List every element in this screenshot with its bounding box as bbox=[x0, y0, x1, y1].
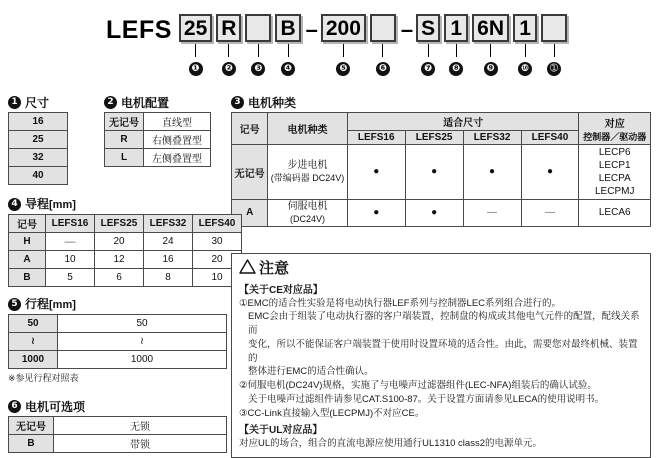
caution-title-row bbox=[239, 259, 643, 279]
section-motor-mount bbox=[104, 96, 211, 167]
model-code-slot bbox=[245, 14, 271, 76]
warning-triangle-icon bbox=[239, 259, 256, 279]
header-size: LEFS16 bbox=[347, 131, 405, 145]
motor-type-line1: 伺服电机 bbox=[287, 201, 328, 212]
motor-mount-table bbox=[104, 112, 211, 167]
model-code-number-badge: ❶ bbox=[189, 62, 203, 76]
section-motor-mount-heading bbox=[104, 96, 211, 109]
header-mark: 记号 bbox=[232, 113, 268, 145]
lead-value: — bbox=[46, 233, 95, 251]
lead-value: 16 bbox=[144, 251, 193, 269]
model-code-number-badge: ❹ bbox=[281, 62, 295, 76]
lead-table bbox=[8, 214, 242, 287]
table-header-row bbox=[9, 215, 242, 233]
controller-list bbox=[579, 145, 651, 200]
table-row bbox=[9, 315, 227, 333]
caution-paragraph-1: ①EMC的适合性实验是将电动执行器LEF系列与控制器LEC系列组合进行的。 bbox=[239, 297, 562, 309]
motor-type-line1: 步进电机 bbox=[287, 160, 328, 172]
model-code-slot bbox=[370, 14, 396, 76]
availability-dot-icon: ● bbox=[347, 145, 405, 200]
lead-mark: A bbox=[9, 251, 46, 269]
model-code-box[interactable]: B bbox=[275, 14, 300, 42]
table-row bbox=[232, 200, 651, 227]
stroke-footnote: ※参见行程对照表 bbox=[8, 373, 79, 383]
caution-ul-heading: 【关于UL对应品】 bbox=[239, 425, 323, 437]
size-table bbox=[8, 112, 68, 185]
model-code-number-badge: ❻ bbox=[376, 62, 390, 76]
header-size: LEFS25 bbox=[405, 131, 463, 145]
lead-value: 20 bbox=[193, 251, 242, 269]
table-header-row bbox=[232, 113, 651, 131]
motor-type-name bbox=[268, 145, 347, 200]
model-code-leader-line bbox=[288, 44, 289, 57]
model-code-number-badge: ➀ bbox=[547, 62, 561, 76]
model-code-leader-line bbox=[490, 44, 491, 57]
section-motor-option bbox=[8, 400, 227, 453]
motor-type-table bbox=[231, 112, 651, 227]
model-code-leader-line bbox=[456, 44, 457, 57]
model-code-leader-line bbox=[525, 44, 526, 57]
option-mark: 无记号 bbox=[9, 417, 54, 435]
header-controller bbox=[579, 113, 651, 145]
model-code-separator: – bbox=[400, 17, 414, 42]
model-code-number-wrap bbox=[518, 58, 532, 76]
caution-title: 注意 bbox=[259, 259, 290, 277]
availability-dash-icon: — bbox=[521, 200, 579, 227]
lead-header-cell: LEFS16 bbox=[46, 215, 95, 233]
table-row bbox=[105, 131, 211, 149]
section-motor-type bbox=[231, 96, 651, 227]
model-code-leader-line bbox=[343, 44, 344, 57]
section-motor-option-title: 电机可选项 bbox=[25, 399, 86, 414]
model-code-leader-line bbox=[554, 44, 555, 57]
table-row bbox=[9, 435, 227, 453]
caution-paragraph-4: 对应UL的场合，组合的直流电源应使用通行UL1310 class2的电源单元。 bbox=[239, 438, 542, 450]
controller-name: LECP6 bbox=[598, 147, 631, 158]
section-lead-heading bbox=[8, 198, 242, 211]
model-code-slot bbox=[541, 14, 567, 76]
model-code-slot bbox=[444, 14, 468, 76]
model-code-box[interactable]: S bbox=[416, 14, 440, 42]
model-code-box[interactable]: 25 bbox=[179, 14, 212, 42]
model-code-leader-line bbox=[428, 44, 429, 57]
lead-value: 30 bbox=[193, 233, 242, 251]
option-mark: B bbox=[9, 435, 54, 453]
section-size bbox=[8, 96, 68, 185]
header-motor-type: 电机种类 bbox=[268, 113, 347, 145]
section-size-title: 尺寸 bbox=[25, 95, 50, 110]
table-row bbox=[9, 417, 227, 435]
model-code-number-badge: ❿ bbox=[518, 62, 532, 76]
motor-type-name bbox=[268, 200, 347, 227]
lead-header-cell: LEFS40 bbox=[193, 215, 242, 233]
controller-name: LECPMJ bbox=[594, 186, 635, 197]
section-number-badge: 3 bbox=[231, 96, 244, 109]
stroke-table bbox=[8, 314, 227, 369]
availability-dot-icon: ● bbox=[347, 200, 405, 227]
size-value: 32 bbox=[9, 149, 68, 167]
section-motor-type-title: 电机种类 bbox=[248, 95, 297, 110]
lead-value: 6 bbox=[95, 269, 144, 287]
model-code-box[interactable]: R bbox=[216, 14, 241, 42]
model-code-box[interactable]: 6N bbox=[472, 14, 509, 42]
section-stroke-heading bbox=[8, 298, 227, 311]
model-code-number-wrap bbox=[376, 58, 390, 76]
model-code-box[interactable] bbox=[541, 14, 567, 42]
lead-value: 5 bbox=[46, 269, 95, 287]
model-code-number-badge: ❺ bbox=[336, 62, 350, 76]
model-code-slot bbox=[275, 14, 300, 76]
model-code-box[interactable]: 1 bbox=[444, 14, 468, 42]
model-code-box[interactable]: 1 bbox=[513, 14, 537, 42]
mount-mark: 无记号 bbox=[105, 113, 144, 131]
availability-dot-icon: ● bbox=[521, 145, 579, 200]
caution-paragraph-1b: EMC会由于组装了电动执行器的客户端装置，控制盘的构成或其他电气元件的配置，配线关系而 bbox=[248, 311, 640, 337]
lead-header-cell: LEFS25 bbox=[95, 215, 144, 233]
section-size-heading bbox=[8, 96, 68, 109]
section-motor-mount-title: 电机配置 bbox=[121, 95, 170, 110]
model-code-slot bbox=[472, 14, 509, 76]
model-code-number-wrap bbox=[547, 58, 561, 76]
model-code-leader-line bbox=[258, 44, 259, 57]
table-row bbox=[9, 333, 227, 351]
model-code-number-wrap bbox=[189, 58, 203, 76]
section-lead-title: 导程[mm] bbox=[25, 197, 76, 211]
header-controller-line1: 对应 bbox=[604, 118, 625, 130]
caution-ce-heading: 【关于CE对应品】 bbox=[239, 284, 323, 296]
model-code-slot bbox=[179, 14, 212, 76]
table-row bbox=[9, 167, 68, 185]
lead-header-cell: 记号 bbox=[9, 215, 46, 233]
model-code-number-wrap bbox=[281, 58, 295, 76]
table-row bbox=[9, 131, 68, 149]
lead-mark: B bbox=[9, 269, 46, 287]
mount-desc: 左侧叠置型 bbox=[144, 149, 211, 167]
section-number-badge: 5 bbox=[8, 298, 21, 311]
mount-mark: L bbox=[105, 149, 144, 167]
model-code-number-wrap bbox=[222, 58, 236, 76]
controller-name: LECP1 bbox=[598, 160, 631, 171]
mount-desc: 右侧叠置型 bbox=[144, 131, 211, 149]
model-code-separator: – bbox=[305, 17, 318, 42]
lead-value: 20 bbox=[95, 233, 144, 251]
caution-paragraph-3: ③CC-Link直接输入型(LECPMJ)不对应CE。 bbox=[239, 407, 425, 419]
size-value: 16 bbox=[9, 113, 68, 131]
mount-desc: 直线型 bbox=[144, 113, 211, 131]
motor-mark: 无记号 bbox=[232, 145, 268, 200]
table-row bbox=[232, 145, 651, 200]
model-code-row bbox=[106, 14, 571, 76]
caution-box bbox=[231, 253, 651, 458]
table-row bbox=[9, 251, 242, 269]
model-code-box[interactable] bbox=[370, 14, 396, 42]
lead-value: 24 bbox=[144, 233, 193, 251]
caution-paragraph-2b: 关于电噪声过滤组件请参见CAT.S100-87。关于设置方面请参见LECA的使用说明书。 bbox=[248, 393, 605, 405]
model-code-box[interactable] bbox=[245, 14, 271, 42]
caution-paragraph-1c: 变化，所以不能保证客户端装置于使用时设置环境的适合性。由此，需要您对最终机械、装置的 bbox=[248, 338, 638, 364]
model-code-slot bbox=[513, 14, 537, 76]
table-row bbox=[9, 113, 68, 131]
section-motor-option-heading bbox=[8, 400, 227, 413]
availability-dot-icon: ● bbox=[463, 145, 521, 200]
controller-name: LECA6 bbox=[598, 207, 631, 219]
stroke-mark: 50 bbox=[9, 315, 58, 333]
table-row bbox=[105, 113, 211, 131]
option-desc: 带锁 bbox=[54, 435, 227, 453]
model-code-number-wrap bbox=[336, 58, 350, 76]
motor-mark: A bbox=[232, 200, 268, 227]
lead-value: 10 bbox=[193, 269, 242, 287]
model-brand: LEFS bbox=[106, 16, 172, 44]
table-row bbox=[9, 351, 227, 369]
header-fit-size: 适合尺寸 bbox=[347, 113, 579, 131]
model-code-number-badge: ❸ bbox=[251, 62, 265, 76]
motor-type-line2: (带编码器 DC24V) bbox=[270, 172, 345, 183]
size-value: 40 bbox=[9, 167, 68, 185]
caution-paragraph-2: ②伺服电机(DC24V)规格，实施了与电噪声过滤器组件(LEC-NFA)组装后的确认试验。 bbox=[239, 380, 597, 392]
section-lead bbox=[8, 198, 242, 287]
option-desc: 无锁 bbox=[54, 417, 227, 435]
model-code-number-wrap bbox=[449, 58, 463, 76]
model-code-box[interactable]: 200 bbox=[321, 14, 366, 42]
header-size: LEFS32 bbox=[463, 131, 521, 145]
section-number-badge: 2 bbox=[104, 96, 117, 109]
header-controller-line2: 控制器／驱动器 bbox=[583, 131, 647, 142]
stroke-value: 50 bbox=[58, 315, 227, 333]
model-code-number-wrap bbox=[421, 58, 435, 76]
availability-dot-icon: ● bbox=[405, 145, 463, 200]
lead-mark: H bbox=[9, 233, 46, 251]
model-code-number-badge: ❷ bbox=[222, 62, 236, 76]
stroke-mark: 1000 bbox=[9, 351, 58, 369]
table-row bbox=[9, 149, 68, 167]
lead-header-cell: LEFS32 bbox=[144, 215, 193, 233]
model-code-number-badge: ❽ bbox=[449, 62, 463, 76]
model-code-number-badge: ❼ bbox=[421, 62, 435, 76]
size-value: 25 bbox=[9, 131, 68, 149]
model-code-slot bbox=[416, 14, 440, 76]
model-code-number-wrap bbox=[484, 58, 498, 76]
caution-paragraph-1d: 整体进行EMC的适合性确认。 bbox=[248, 366, 374, 378]
motor-type-line2: (DC24V) bbox=[290, 213, 326, 224]
motor-option-table bbox=[8, 416, 227, 453]
section-number-badge: 1 bbox=[8, 96, 21, 109]
controller-name: LECPA bbox=[598, 173, 631, 184]
lead-value: 10 bbox=[46, 251, 95, 269]
stroke-value: ≀ bbox=[58, 333, 227, 351]
stroke-mark: ≀ bbox=[9, 333, 58, 351]
stroke-value: 1000 bbox=[58, 351, 227, 369]
section-stroke-title: 行程[mm] bbox=[25, 297, 76, 311]
table-row bbox=[9, 233, 242, 251]
lead-value: 12 bbox=[95, 251, 144, 269]
model-code-number-wrap bbox=[251, 58, 265, 76]
table-row bbox=[105, 149, 211, 167]
section-stroke bbox=[8, 298, 227, 384]
lead-value: 8 bbox=[144, 269, 193, 287]
model-code-leader-line bbox=[228, 44, 229, 57]
model-code-slot bbox=[216, 14, 241, 76]
section-number-badge: 6 bbox=[8, 400, 21, 413]
model-code-slot bbox=[321, 14, 366, 76]
availability-dash-icon: — bbox=[463, 200, 521, 227]
model-code-number-badge: ❾ bbox=[484, 62, 498, 76]
model-code-leader-line bbox=[195, 44, 196, 57]
section-motor-type-heading bbox=[231, 96, 651, 109]
header-size: LEFS40 bbox=[521, 131, 579, 145]
controller-list bbox=[579, 200, 651, 227]
model-code-leader-line bbox=[382, 44, 383, 57]
section-number-badge: 4 bbox=[8, 198, 21, 211]
table-row bbox=[9, 269, 242, 287]
availability-dot-icon: ● bbox=[405, 200, 463, 227]
mount-mark: R bbox=[105, 131, 144, 149]
